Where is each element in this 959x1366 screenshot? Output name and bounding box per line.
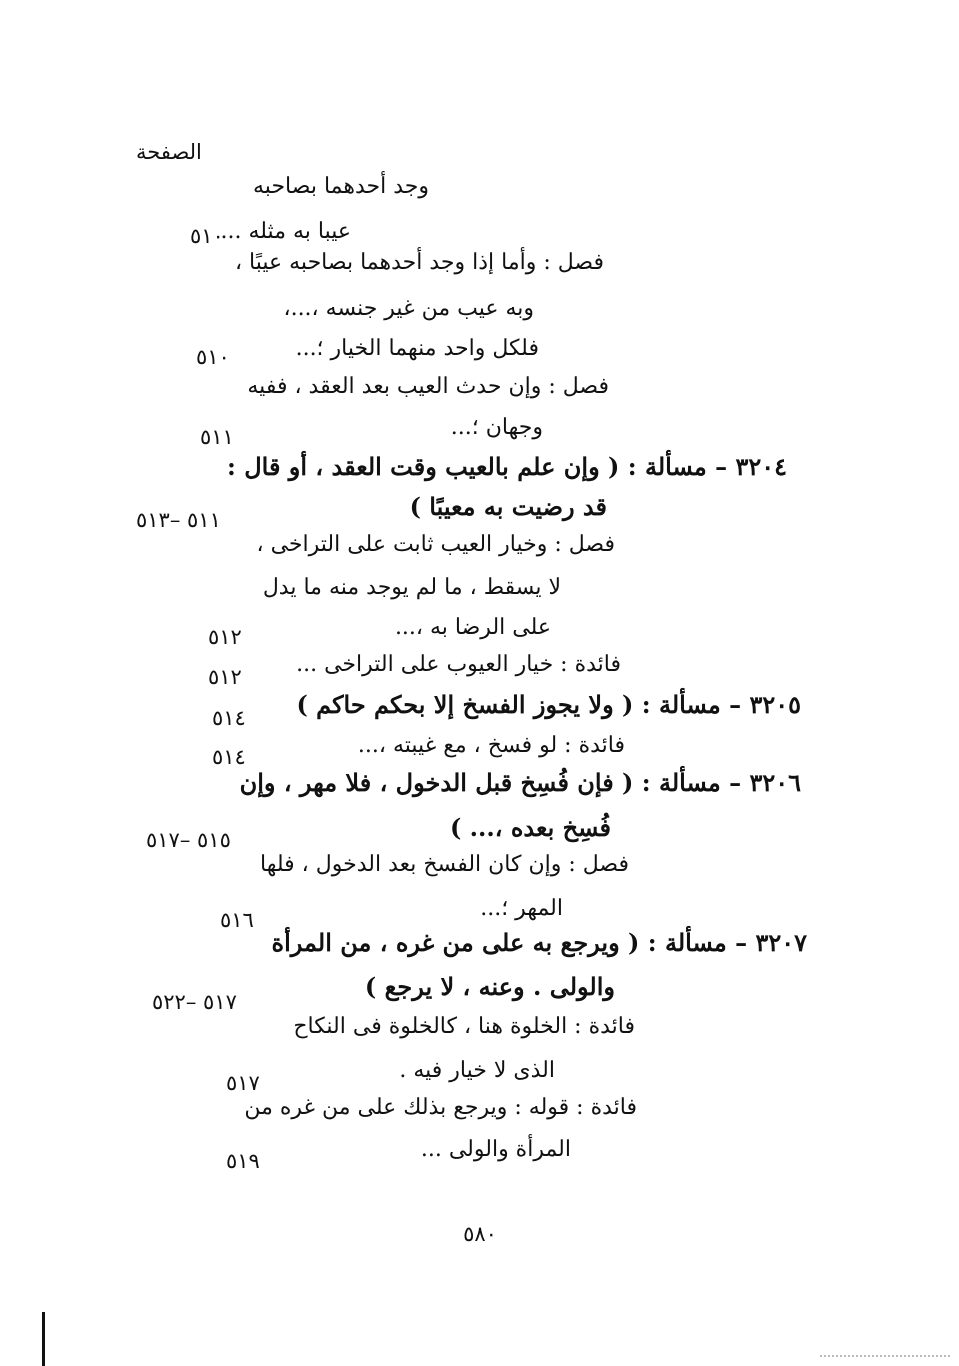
margin-mark [42, 1312, 45, 1366]
entry-text: فُسِخ بعده ،... ) [449, 813, 611, 842]
entry-text: فائدة : الخلوة هنا ، كالخلوة فى النكاح [293, 1014, 635, 1039]
page-number: ٥٨٠ [463, 1222, 497, 1246]
page-reference: ٥١٥ –٥١٧ [146, 828, 231, 852]
page-reference: ٥١٤ [212, 745, 246, 769]
entry-text: فائدة : قوله : ويرجع بذلك على من غره من [244, 1095, 637, 1120]
entry-text: الذى لا خيار فيه . [399, 1058, 555, 1083]
entry-text: فائدة : خيار العيوب على التراخى ... [296, 652, 621, 677]
scan-artifact-dots [820, 1355, 950, 1357]
page-reference: ٥١٠ [190, 224, 224, 248]
page-reference: ٥١٢ [208, 665, 242, 689]
entry-text: ٣٢٠٦ – مسألة : ( فإن فُسِخ قبل الدخول ، فلا مهر ، وإن [239, 768, 801, 797]
page-reference: ٥١١ –٥١٣ [136, 508, 221, 532]
entry-text: المهر ؛... [480, 896, 563, 921]
entry-text: ٣٢٠٧ – مسألة : ( ويرجع به على من غره ، من المرأة [271, 928, 807, 957]
page-reference: ٥١٦ [220, 908, 254, 932]
entry-text: فائدة : لو فسخ ، مع غيبته ،... [357, 733, 625, 758]
page-reference: ٥١٩ [226, 1149, 260, 1173]
entry-text: فصل : وخيار العيب ثابت على التراخى ، [256, 532, 615, 557]
entry-text: وبه عيب من غير جنسه ،...، [283, 296, 534, 321]
entry-text: ٣٢٠٤ – مسألة : ( وإن علم بالعيب وقت العقد ، أو قال : [227, 452, 787, 481]
entry-text: ٣٢٠٥ – مسألة : ( ولا يجوز الفسخ إلا بحكم حاكم ) [296, 690, 801, 719]
entry-text: لا يسقط ، ما لم يوجد منه ما يدل [262, 575, 561, 600]
entry-text: فصل : وإن حدث العيب بعد العقد ، ففيه [247, 374, 609, 399]
page-reference: ٥١٧ [226, 1071, 260, 1095]
page-reference: ٥١٤ [212, 706, 246, 730]
entry-text: عيبا به مثله ... [220, 219, 351, 244]
entry-text: قد رضيت به معيبًا ) [409, 492, 607, 521]
page-reference: ٥١٧ –٥٢٢ [152, 990, 237, 1014]
entry-text: فلكل واحد منهما الخيار ؛... [295, 336, 539, 361]
page-reference: ٥١١ [200, 425, 234, 449]
entry-text: وجد أحدهما بصاحبه [253, 174, 429, 199]
entry-text: فصل : وإن كان الفسخ بعد الدخول ، فلها [260, 852, 629, 877]
entry-text: والولى . وعنه ، لا يرجع ) [364, 972, 615, 1001]
entry-text: على الرضا به ،... [394, 615, 551, 640]
page-reference: ٥١٢ [208, 625, 242, 649]
entry-text: وجهان ؛... [450, 415, 543, 440]
entry-text: فصل : وأما إذا وجد أحدهما بصاحبه عيبًا ، [234, 250, 604, 275]
entry-text: المرأة والولى ... [420, 1137, 571, 1162]
column-header: الصفحة [136, 140, 202, 164]
page-reference: ٥١٠ [196, 345, 230, 369]
